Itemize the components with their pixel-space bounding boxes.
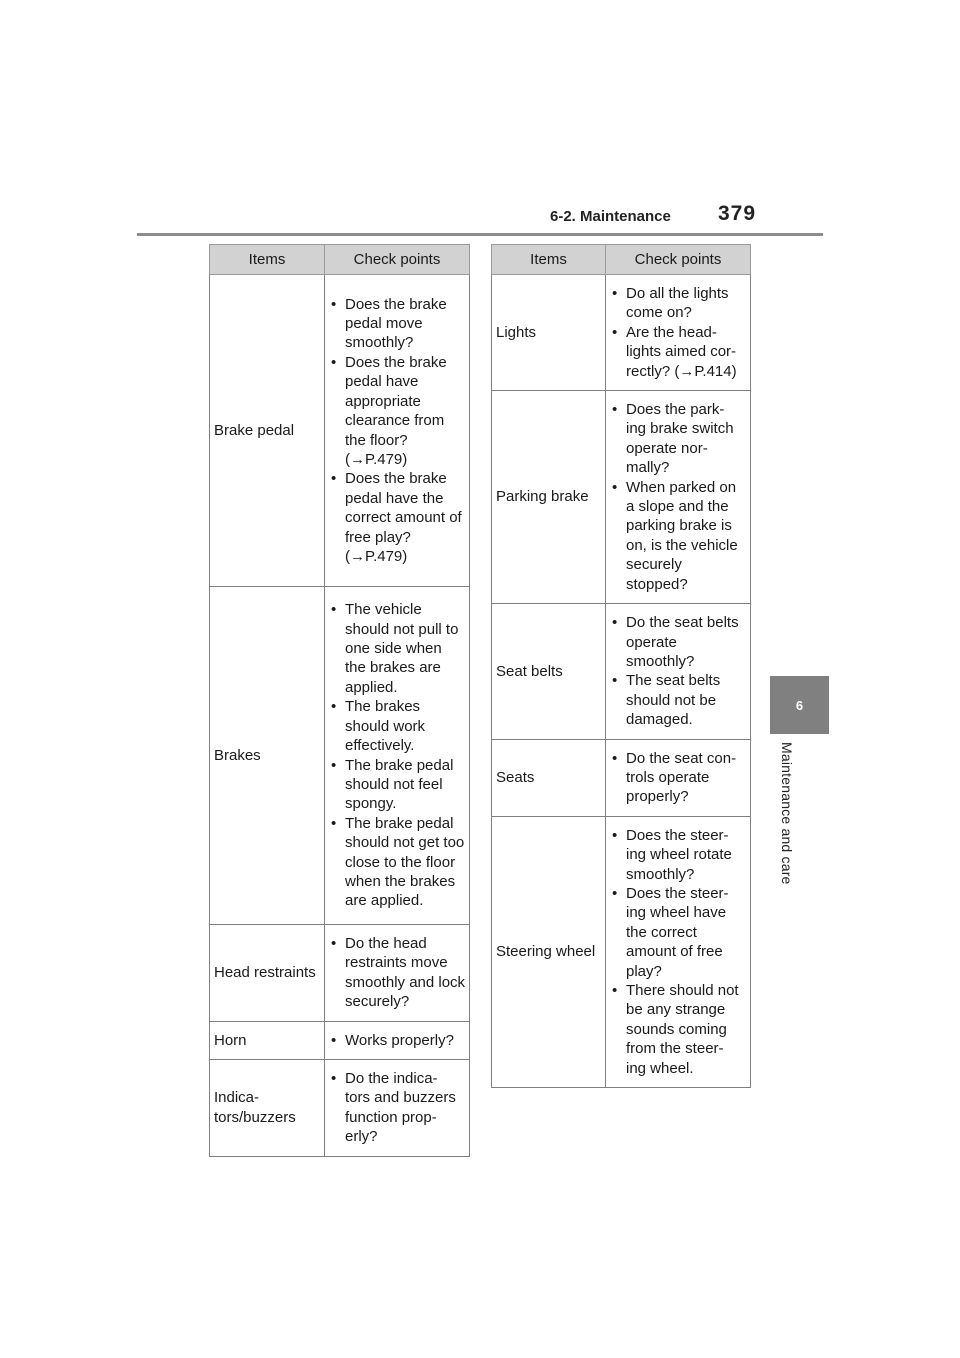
check-points-cell — [606, 391, 751, 604]
table-header-row — [492, 245, 751, 275]
check-point: • Works properly? — [329, 1031, 466, 1050]
check-point: • Do all the lights come on? — [610, 284, 747, 323]
item-cell: Head restraints — [210, 925, 325, 1022]
check-points-cell — [606, 739, 751, 816]
check-points-column-header: Check points — [325, 245, 470, 275]
item-cell: Lights — [492, 275, 606, 391]
header-divider — [137, 233, 823, 236]
item-cell: Seats — [492, 739, 606, 816]
check-points-cell — [325, 925, 470, 1022]
check-point: • The vehicle should not pull to one side when the brakes are applied. — [329, 600, 466, 697]
item-cell: Seat belts — [492, 604, 606, 739]
item-cell: Horn — [210, 1021, 325, 1059]
item-cell: Brakes — [210, 587, 325, 925]
check-point: • There should not be any strange sounds coming from the steer- ing wheel. — [610, 981, 747, 1078]
items-column-header: Items — [492, 245, 606, 275]
check-point: • Does the steer- ing wheel have the correct amount of free play? — [610, 884, 747, 981]
check-points-cell — [325, 275, 470, 587]
check-point: • The brakes should work effectively. — [329, 697, 466, 755]
check-points-cell — [325, 587, 470, 925]
table-row — [210, 1021, 470, 1059]
check-point: • Does the brake pedal have the correct amount of free play? (→P.479) — [329, 469, 466, 566]
check-point: • Do the seat con- trols operate properly? — [610, 749, 747, 807]
left-check-table — [209, 244, 470, 1157]
table-row — [492, 739, 751, 816]
table-row — [210, 1060, 470, 1157]
check-point: • Do the head restraints move smoothly and lock securely? — [329, 934, 466, 1012]
table-row — [492, 275, 751, 391]
table-row — [492, 391, 751, 604]
item-cell: Indica- tors/buzzers — [210, 1060, 325, 1157]
check-points-cell — [325, 1060, 470, 1157]
check-point: • Do the indica- tors and buzzers function prop- erly? — [329, 1069, 466, 1147]
table-row — [210, 587, 470, 925]
check-points-column-header: Check points — [606, 245, 751, 275]
chapter-label: Maintenance and care — [779, 742, 795, 885]
check-point: • Does the park- ing brake switch operate nor- mally? — [610, 400, 747, 478]
right-check-table — [491, 244, 751, 1088]
check-point: • Do the seat belts operate smoothly? — [610, 613, 747, 671]
chapter-tab[interactable] — [770, 676, 829, 734]
check-point: • The brake pedal should not feel spongy. — [329, 756, 466, 814]
check-points-cell — [325, 1021, 470, 1059]
table-row — [210, 275, 470, 587]
check-point: • Are the head- lights aimed cor- rectly? (→P.414) — [610, 323, 747, 381]
table-header-row — [210, 245, 470, 275]
check-point: • The brake pedal should not get too close to the floor when the brakes are applied. — [329, 814, 466, 911]
table-row — [210, 925, 470, 1022]
check-point: • Does the brake pedal move smoothly? — [329, 295, 466, 353]
check-point: • Does the steer- ing wheel rotate smoothly? — [610, 826, 747, 884]
check-points-cell — [606, 275, 751, 391]
check-point: • When parked on a slope and the parking brake is on, is the vehicle securely stopped? — [610, 478, 747, 594]
chapter-number: 6 — [795, 697, 804, 713]
item-cell: Parking brake — [492, 391, 606, 604]
check-points-cell — [606, 816, 751, 1087]
table-row — [492, 816, 751, 1087]
check-points-cell — [606, 604, 751, 739]
page-number: 379 — [718, 202, 757, 225]
table-row — [492, 604, 751, 739]
item-cell: Brake pedal — [210, 275, 325, 587]
check-point: • The seat belts should not be damaged. — [610, 671, 747, 729]
items-column-header: Items — [210, 245, 325, 275]
check-point: • Does the brake pedal have appropriate clearance from the floor? (→P.479) — [329, 353, 466, 469]
item-cell: Steering wheel — [492, 816, 606, 1087]
section-title: 6-2. Maintenance — [550, 208, 671, 225]
